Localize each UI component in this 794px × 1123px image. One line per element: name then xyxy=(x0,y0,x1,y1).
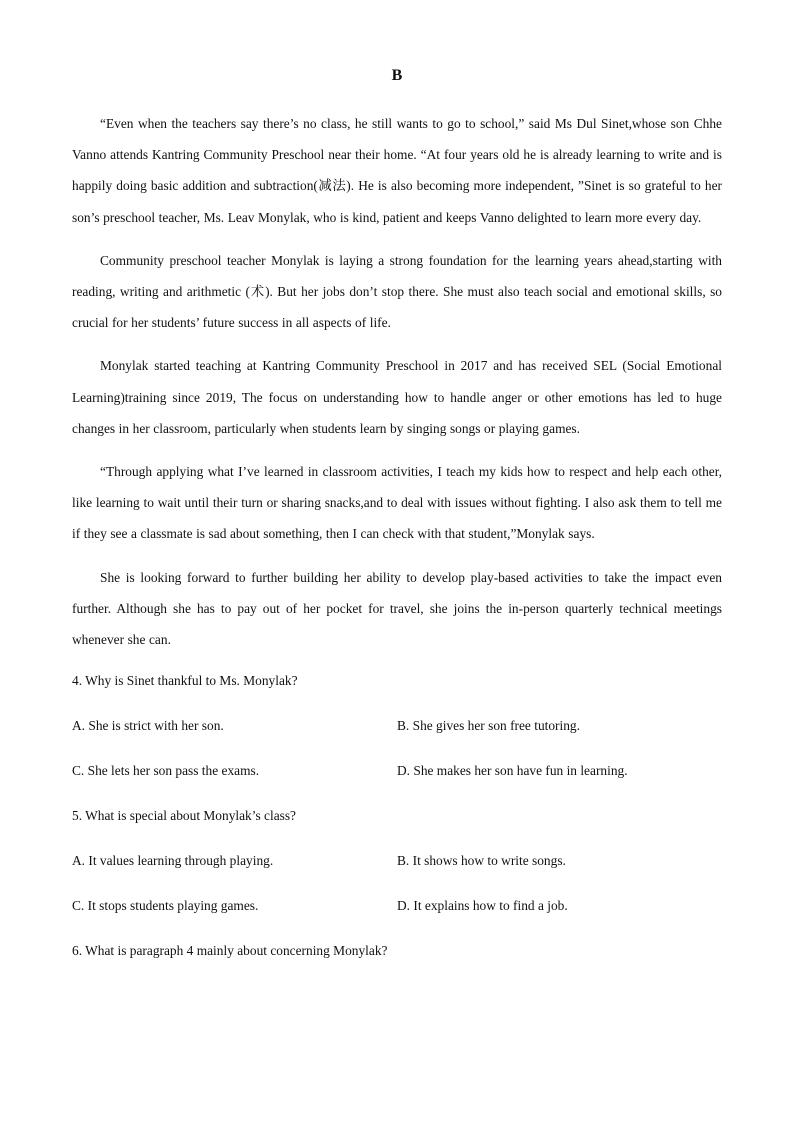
question-4-stem: 4. Why is Sinet thankful to Ms. Monylak? xyxy=(72,673,298,689)
question-5-option-d: D. It explains how to find a job. xyxy=(397,898,568,914)
question-5-options-row-1 xyxy=(72,847,722,892)
passage-paragraph-2: Community preschool teacher Monylak is laying a strong foundation for the learning years ahead,starting with reading, writing and arithmetic (术). But her jobs don’t stop there. She must also teach social and emotional skills, so crucial for her students’ future success in all aspects of life. xyxy=(72,252,722,331)
questions xyxy=(72,667,722,982)
question-4-option-a: A. She is strict with her son. xyxy=(72,718,224,734)
question-4-option-b: B. She gives her son free tutoring. xyxy=(397,718,580,734)
passage-paragraph-1: “Even when the teachers say there’s no class, he still wants to go to school,” said Ms Dul Sinet,whose son Chhe Vanno attends Kantring Community Preschool near their home. “At four years old he is already learning to write and is happily doing basic addition and subtraction(减法). He is also becoming more independent, ”Sinet is so grateful to her son’s preschool teacher, Ms. Leav Monylak, who is kind, patient and keeps Vanno delighted to learn more every day. xyxy=(72,116,722,225)
question-4-options-row-2 xyxy=(72,757,722,802)
question-4-option-c: C. She lets her son pass the exams. xyxy=(72,763,260,779)
question-4-options-row-1 xyxy=(72,712,722,757)
question-5-option-c: C. It stops students playing games. xyxy=(72,898,259,914)
question-5-stem: 5. What is special about Monylak’s class? xyxy=(72,808,296,824)
question-5-options-row-2 xyxy=(72,892,722,937)
question-6-stem: 6. What is paragraph 4 mainly about concerning Monylak? xyxy=(72,943,388,959)
question-5-option-b: B. It shows how to write songs. xyxy=(397,853,566,869)
passage xyxy=(72,108,722,655)
question-4-option-d: D. She makes her son have fun in learning. xyxy=(397,763,628,779)
section-title: B xyxy=(391,67,403,84)
passage-paragraph-4: “Through applying what I’ve learned in classroom activities, I teach my kids how to respect and help each other, like learning to wait until their turn or sharing snacks,and to deal with issues without fighting. I also ask them to tell me if they see a classmate is sad about something, then I can check with that student,”Monylak says. xyxy=(72,464,722,542)
question-5-option-a: A. It values learning through playing. xyxy=(72,853,274,869)
passage-paragraph-5: She is looking forward to further building her ability to develop play-based activities to take the impact even further. Although she has to pay out of her pocket for travel, she joins the in-person quarterly technical meetings whenever she can. xyxy=(72,569,722,648)
passage-paragraph-3: Monylak started teaching at Kantring Community Preschool in 2017 and has received SEL (Social Emotional Learning)training since 2019, The focus on understanding how to handle anger or other emotions has led to huge changes in her classroom, particularly when students learn by singing songs or playing games. xyxy=(72,358,722,436)
